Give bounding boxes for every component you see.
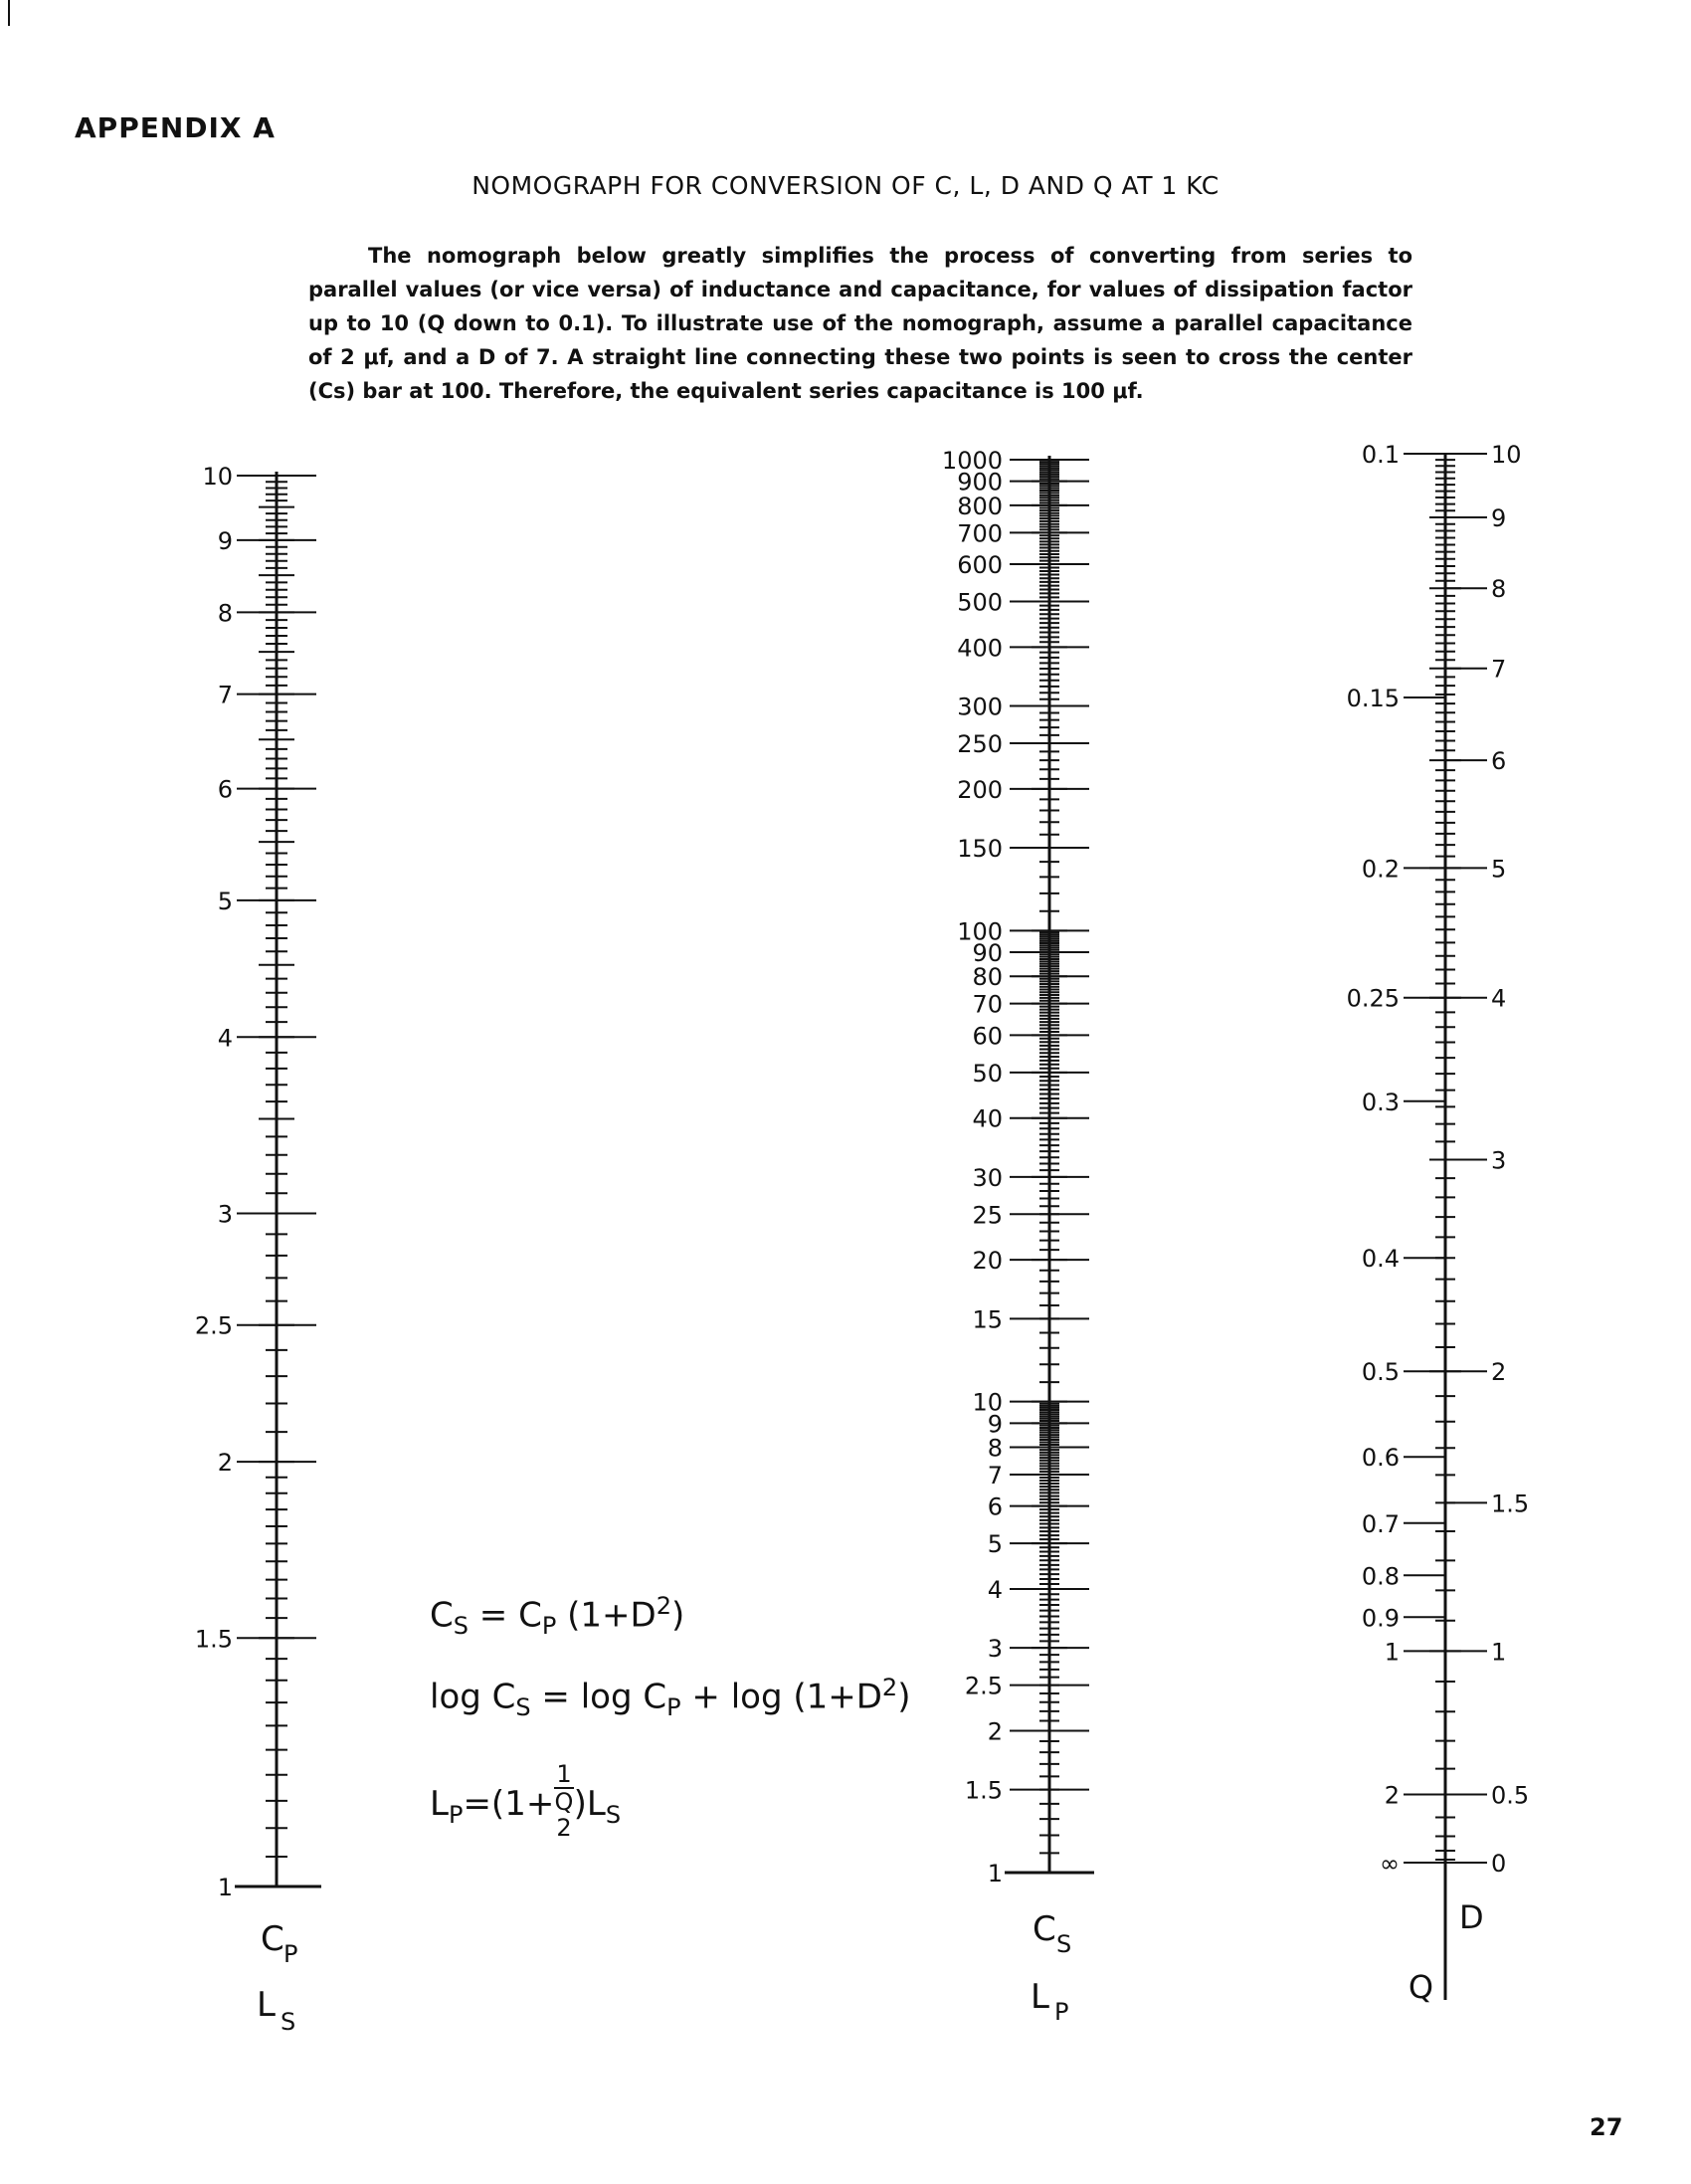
q-scale-label: 2 [1384, 1781, 1400, 1810]
q-scale-label: 0.3 [1361, 1088, 1400, 1116]
d-scale-label: 10 [1491, 441, 1522, 469]
d-scale-label: 3 [1491, 1146, 1507, 1175]
q-scale-label: 1 [1384, 1638, 1400, 1667]
center-scale-name-lp-sub: P [1054, 1998, 1069, 2026]
d-scale-label: 0.5 [1491, 1781, 1530, 1810]
center-scale-label: 20 [972, 1247, 1003, 1276]
left-scale-label: 4 [217, 1024, 233, 1053]
appendix-heading: APPENDIX A [75, 111, 276, 144]
q-scale-label: 0.7 [1361, 1509, 1400, 1538]
center-scale-label: 1 [987, 1860, 1003, 1887]
left-scale-label: 8 [217, 599, 233, 628]
d-scale-label: 0 [1491, 1850, 1507, 1878]
center-scale-label: 8 [987, 1434, 1003, 1463]
d-scale-label: 1.5 [1491, 1489, 1530, 1518]
d-scale-label: 7 [1491, 655, 1507, 684]
intro-paragraph: The nomograph below greatly simplifies the process of converting from series to parallel values (or vice versa) of inductance and capacitance, for values of dissipation factor up to 10 (Q down to 0.1). To illustrate use of the nomograph, assume a parallel capacitance of 2 μf, and a D of 7. A straight line connecting these two points is seen to cross the center (Cs) bar at 100. Therefore, the equivalent series capacitance is 100 μf. [308, 244, 1412, 403]
left-scale-label: 6 [217, 775, 233, 804]
d-scale-name: D [1459, 1898, 1484, 1936]
q-scale-label: ∞ [1380, 1850, 1400, 1878]
center-scale-label: 40 [972, 1104, 1003, 1133]
left-scale-label: 9 [217, 526, 233, 555]
left-scale-name-ls-sub: S [281, 2008, 296, 2036]
equation-log-form: $\log C_S = \log C_P + \log (1+D^2)$ [430, 1674, 911, 1722]
q-scale-label: 0.25 [1346, 984, 1400, 1013]
left-scale-name-cp-sub: P [283, 1940, 298, 1968]
center-scale-label: 4 [987, 1576, 1003, 1605]
left-scale-name-cp: C [261, 1919, 284, 1959]
equation-parallel-inductance: $L_P=(1+$ 1 Q $^2$ )$L_S$ [430, 1761, 621, 1850]
center-scale-label: 25 [972, 1201, 1003, 1230]
left-scale-label: 7 [217, 681, 233, 709]
center-scale-label: 300 [957, 693, 1003, 721]
center-scale-label: 6 [987, 1492, 1003, 1521]
center-scale-label: 800 [957, 492, 1003, 520]
d-scale-label: 2 [1491, 1358, 1507, 1387]
center-scale-label: 50 [972, 1059, 1003, 1088]
center-scale-label: 2.5 [964, 1672, 1003, 1700]
q-scale-label: 0.9 [1361, 1604, 1400, 1633]
center-scale-name-cs: C [1033, 1909, 1056, 1949]
q-scale-label: 0.6 [1361, 1444, 1400, 1473]
d-scale-label: 9 [1491, 503, 1507, 532]
left-scale-label: 2 [217, 1449, 233, 1478]
center-scale-label: 1000 [941, 447, 1003, 475]
center-scale-label: 70 [972, 990, 1003, 1019]
left-scale-label: 2.5 [194, 1311, 233, 1340]
page-number: 27 [1590, 2113, 1623, 2141]
d-scale-label: 8 [1491, 575, 1507, 604]
center-scale-label: 5 [987, 1530, 1003, 1559]
center-scale-name-cs-sub: S [1056, 1930, 1072, 1958]
q-scale-label: 0.2 [1361, 855, 1400, 884]
d-scale-label: 5 [1491, 855, 1507, 884]
center-scale-label: 1.5 [964, 1776, 1003, 1805]
q-scale-label: 0.4 [1361, 1245, 1400, 1274]
left-scale-label: 5 [217, 887, 233, 915]
center-scale-label: 2 [987, 1717, 1003, 1746]
center-scale-label: 10 [972, 1388, 1003, 1417]
center-scale-label: 150 [957, 834, 1003, 863]
equation-series-capacitance: $C_S = C_P$ $(1+D^2)$ [430, 1592, 685, 1641]
fraction: 1 Q $^2$ [554, 1760, 574, 1842]
q-scale-label: 0.5 [1361, 1358, 1400, 1387]
center-scale-label: 700 [957, 519, 1003, 548]
center-scale-label: 900 [957, 468, 1003, 496]
center-scale-label: 3 [987, 1635, 1003, 1664]
center-scale-label: 7 [987, 1461, 1003, 1489]
q-scale-label: 0.8 [1361, 1562, 1400, 1591]
center-scale-label: 15 [972, 1305, 1003, 1334]
center-scale-label: 100 [957, 917, 1003, 946]
left-scale-label: 3 [217, 1200, 233, 1229]
left-scale-label: 1.5 [194, 1625, 233, 1654]
page-title: NOMOGRAPH FOR CONVERSION OF C, L, D AND Q AT 1 KC [471, 171, 1220, 200]
center-scale-name-lp: L [1031, 1977, 1049, 2017]
q-scale-label: 0.15 [1346, 685, 1400, 713]
d-scale-label: 1 [1491, 1638, 1507, 1667]
q-scale-label: 0.1 [1361, 441, 1400, 469]
left-scale-label: 1 [217, 1874, 233, 1901]
d-scale-label: 4 [1491, 984, 1507, 1013]
center-scale-label: 60 [972, 1022, 1003, 1051]
center-scale-label: 400 [957, 634, 1003, 663]
center-scale-label: 90 [972, 938, 1003, 967]
q-scale-name: Q [1408, 1968, 1433, 2006]
left-scale-label: 10 [202, 463, 233, 491]
center-scale-label: 200 [957, 775, 1003, 804]
left-scale-name-ls: L [257, 1985, 276, 2025]
center-scale-label: 250 [957, 729, 1003, 758]
d-scale-label: 6 [1491, 747, 1507, 776]
center-scale-label: 30 [972, 1163, 1003, 1192]
center-scale-label: 500 [957, 588, 1003, 617]
center-scale-label: 600 [957, 551, 1003, 580]
center-scale-label: 9 [987, 1410, 1003, 1439]
center-scale-label: 80 [972, 963, 1003, 992]
